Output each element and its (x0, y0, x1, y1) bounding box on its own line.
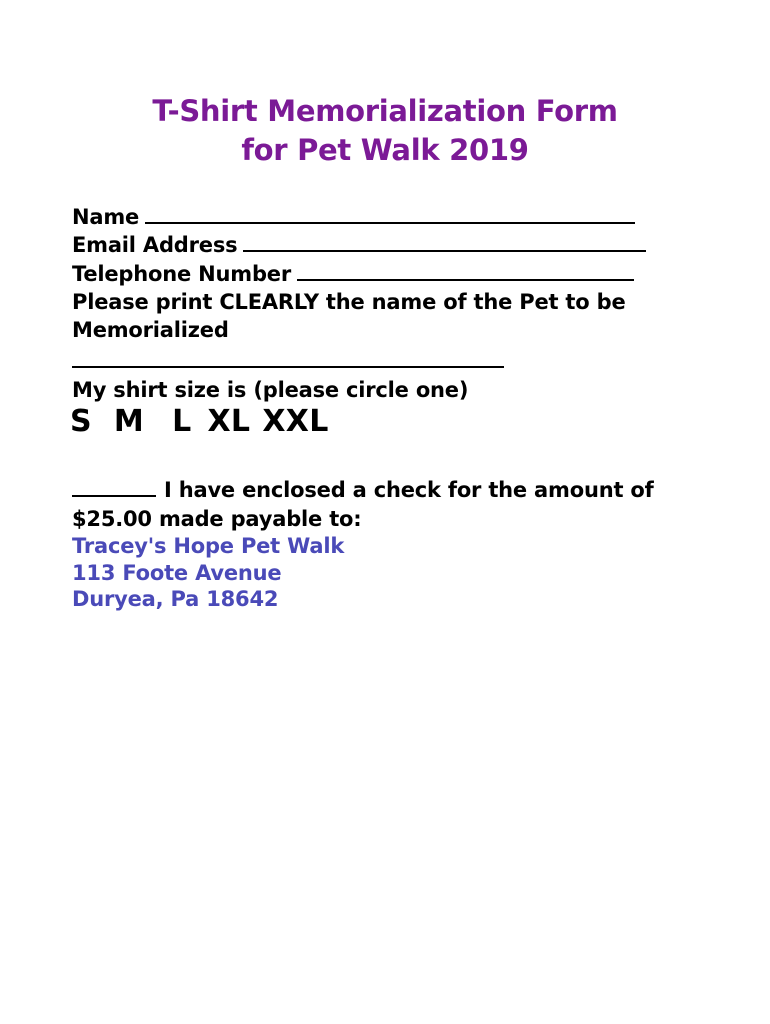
size-option-xl[interactable]: XL (207, 404, 251, 439)
pet-name-row (72, 344, 722, 376)
payment-statement (72, 476, 732, 534)
form-fields (72, 203, 722, 405)
size-option-l[interactable]: L (172, 404, 192, 439)
size-options (70, 403, 329, 441)
mailing-address (72, 533, 344, 613)
email-row (72, 231, 722, 259)
phone-field[interactable] (297, 277, 634, 281)
address-line-3: Duryea, Pa 18642 (72, 587, 279, 611)
size-option-s[interactable]: S (70, 404, 92, 439)
phone-label: Telephone Number (72, 261, 291, 286)
email-field[interactable] (243, 248, 646, 252)
page-title (0, 92, 770, 170)
address-line-1: Tracey's Hope Pet Walk (72, 534, 345, 558)
size-option-xxl[interactable]: XXL (262, 404, 329, 439)
pet-instruction-line-1: Please print CLEARLY the name of the Pet to be (72, 289, 626, 314)
name-field[interactable] (145, 220, 635, 224)
pet-instruction-line-2: Memorialized (72, 318, 229, 343)
title-line-1: T-Shirt Memorialization Form (152, 94, 618, 128)
pet-name-field[interactable] (72, 364, 504, 368)
check-confirm-field[interactable] (72, 493, 156, 497)
name-row (72, 203, 722, 231)
name-label: Name (72, 205, 140, 229)
payment-line-2: $25.00 made payable to: (72, 507, 362, 531)
title-line-2: for Pet Walk 2019 (241, 133, 529, 167)
size-option-m[interactable]: M (113, 404, 145, 439)
payment-text-1: I have enclosed a check for the amount of (164, 478, 654, 502)
shirt-size-label: My shirt size is (please circle one) (72, 378, 469, 403)
email-label: Email Address (72, 233, 238, 258)
payment-line-1 (72, 476, 732, 505)
address-line-2: 113 Foote Avenue (72, 560, 282, 585)
phone-row (72, 260, 722, 288)
